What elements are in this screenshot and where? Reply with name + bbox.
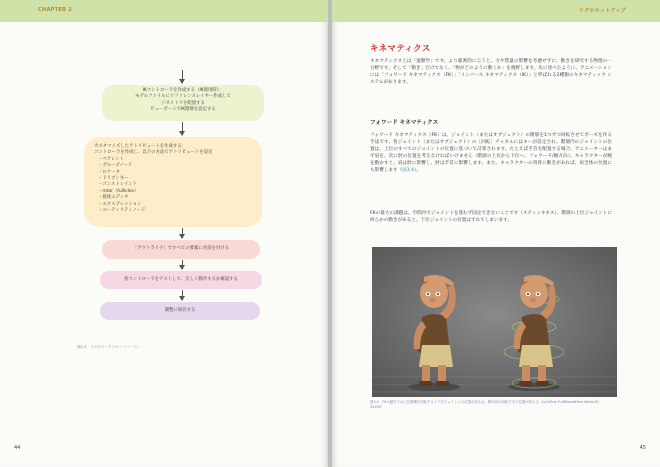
attribute-method-item: ・接続エディタ [98,195,129,201]
right-header-band [332,0,660,22]
flow-box-outliner: ［アウトライナ］ですべての要素に名前を付ける [102,240,260,259]
flow-arrow-1 [182,70,183,83]
flow-box-attributes-title: カスタマイズしたアトリビュートを作成する： [94,144,187,149]
attribute-method-item: ・mtar（fullicles） [98,188,139,194]
attribute-method-item: ・ドリブンキー [98,176,129,182]
left-header-band [0,0,328,22]
left-page [0,0,328,467]
flow-arrow-2 [182,122,183,135]
flow-box-ik-line: モデルファイルにリファレンスレイヤー作成して [135,94,231,100]
flow-box-ik-line: ジオメトリを配置する [161,100,205,106]
figure-caption-left: 図2.3 リグのワークフロー（ハード） [77,345,141,349]
page-title: キネマティクス [370,44,431,54]
attribute-method-item: ・グループノード [98,163,133,169]
flow-box-test: 各コントローラをテストして、正しく動作するか確認する [100,271,262,289]
figure-reference-link[interactable]: 図3.4 [402,168,415,174]
flow-arrow-5 [182,290,183,300]
flow-arrow-3 [182,228,183,238]
page-number-right: 45 [639,445,646,451]
intro-paragraph: キネマティクスとは「運動学」です。より厳密的に言うと、力や質量の影響を考慮せずに、動きを研究する物理の一分野です。そして「動き」だけでなく、「物がどのように動くか」を視野します。先に述べたように、アニメーションには「フォワード キネマティクス（FK）」「インバース キネマティクス（IK）」と呼ばれる2種類のキネマティック システムがあります。 [370,59,612,86]
flow-box-save: 調整に保存する [100,302,260,320]
fk-paragraph [370,132,612,175]
fk-paragraph-end: ）。 [414,168,421,174]
flow-box-attributes-title: コントローラを作成し、以下の方法でアトリビュートを設定 [94,150,213,156]
attribute-method-item: ・ペアレント [98,156,125,162]
flow-arrow-4 [182,260,183,269]
attribute-method-item: ・コンストレイント [98,182,138,188]
attribute-method-item: ・エクスプレッション [98,201,142,207]
page-number-left: 44 [14,445,21,451]
flow-box-ik [102,85,264,121]
character-render [372,247,617,397]
flow-box-ik-line: IKコントローラを作成する（IK使用時）： [142,88,224,93]
fk-paragraph-2: FKの最大の課題は、空間内でジョイントを迷わず固定できないことです（スティッキネス）。階層の上位ジョイントに何らかの動きがあると、下位ジョイントの位置はずれてしまいます。 [370,211,612,224]
character-figure-image [372,247,617,397]
section-title: フォワード キネマティクス [370,120,439,126]
fk-paragraph-text: フォワード キネマティクス（FK）は、ジョイント（またはオブジェクト）の階層を1つずつ回転させてポーズを作る手法です。各ジョイント（またはオブジェクト）の［回転］チャネルにはキーが設定され、階層内のジョイントの位置は、上位のすべてのジョイントの位置に基づいて計算されます。たとえば手首を配置する場合、アニメーターはまず肩を、次に肘の位置を考えなければいけません（階層の上位から下位へ、フォワード/順方向）。キャラクターが腕を動かすと、肩は肘に影響し、肘は手首に影響します。また、キャラクターの背骨に動きがあれば、肩全体の位置にも影響します（ [370,133,612,174]
section-header: リグのセットアップ [578,8,626,14]
flow-box-ik-line: ビューポートでIK階層を設定する [150,107,216,113]
chapter-header: CHAPTER 2 [38,7,72,13]
attribute-method-item: ・ユーティリティノード [98,208,146,214]
flow-box-attributes [84,137,262,227]
attribute-method-item: ・ロケータ [98,169,120,175]
figure-caption-right: 図3.4 FKの動作では上位階層を回転すると下位ジョイントの位置が変わる。腕や肩の回転で手の位置が変わる（Iu/mFine FullBfacedFace Vector用）2016年 [370,400,602,409]
